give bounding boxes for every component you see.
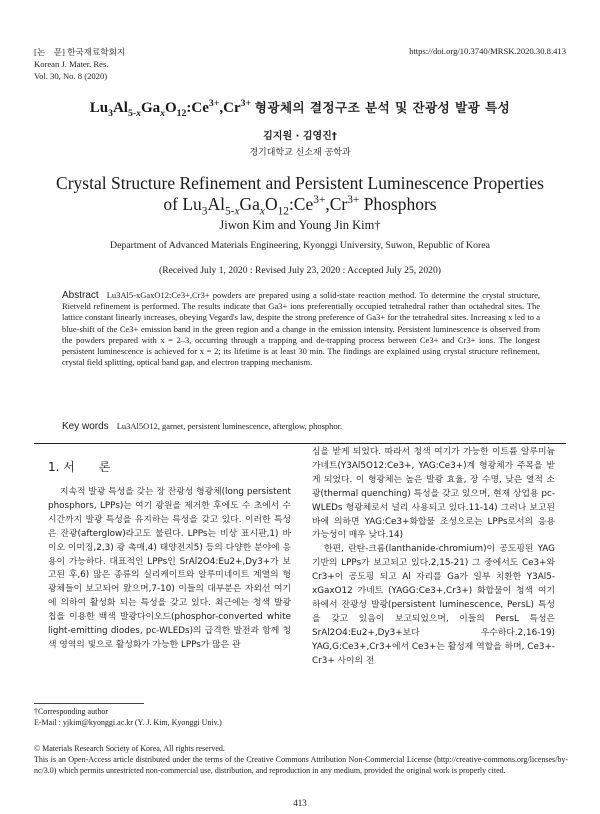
section-divider [34, 443, 566, 444]
corresponding-author: †Corresponding author [34, 707, 108, 716]
keywords [62, 421, 540, 432]
journal-volume: Vol. 30, No. 8 (2020) [34, 71, 108, 81]
title-ko-text: 형광체의 결정구조 분석 및 잔광성 발광 특성 [254, 100, 511, 115]
affiliation-en: Department of Advanced Materials Engineering, Kyonggi University, Suwon, Republic of Korea [110, 240, 490, 251]
body-paragraph: 한편, 란탄-크롬(lanthanide-chromium)이 공도핑된 YAG 기반의 LPPs가 보고되고 있다.2,15-21) 그 중에서도 Ce3+와 Cr3+이 공도핑 되고 Al 자리를 Ga가 일부 치환한 Y3Al5-xGaxO12 가네트 (YAGG:Ce3+,Cr3+) 화합물이 청색 여기 하에서 잔광성 발광(persistent luminescence, PersL) 특성을 갖고 있음이 보고되었으며, 이들의 PersL 특성은 SrAl2O4:Eu2+,Dy3+보다 우수하다.2,16-19) YAG,G:Ce3+,Cr3+에서 Ce3+는 활성제 역할을 하며, Ce3+-Cr3+ 사이의 전 [312, 544, 555, 666]
section-heading-introduction: 1. 서 론 [48, 460, 111, 474]
body-paragraph: 심을 받게 되었다. 따라서 청색 여기가 가능한 이트륨 알루미늄 가네트(Y3Al5O12:Ce3+, YAG:Ce3+)계 형광체가 주목을 받게 되었다. 이 형광체는 높은 발광 효율, 장 수명, 낮은 열적 소광(thermal quenching) 특성을 갖고 있으며, 현재 상업용 pc-WLEDs 형광체로서 널리 사용되고 있다.11-14) 그러나 보고된 바에 의하면 YAG:Ce3+화합물 조성으로는 LPPs로서의 응용 가능성이 매우 낮다.14) [312, 447, 555, 541]
affiliation-ko: 경기대학교 신소재 공학과 [249, 148, 351, 158]
body-column-left [48, 486, 291, 653]
authors-en: Jiwon Kim and Young Jin Kim† [219, 218, 381, 232]
author-email[interactable]: E-Mail : yjkim@kyonggi.ac.kr (Y. J. Kim, Kyonggi Univ.) [34, 718, 222, 727]
footnote [34, 706, 566, 728]
body-column-right [312, 446, 555, 669]
body-paragraph: 지속적 발광 특성을 갖는 장 잔광성 형광체(long persistent phosphors, LPPs)는 여기 광원을 제거한 후에도 수 초에서 수 시간까지 발광 특성을 유지하는 특성을 갖고 있다. 이러한 특성은 잔광(afterglow)라고도 불린다. LPPs는 비상 표시판,1) 바이오 이미징,2,3) 광 촉매,4) 태양전지5) 등의 다양한 분야에 응용이 가능하다. 대표적인 LPPs인 SrAl2O4:Eu2+,Dy3+가 보고된 후,6) 많은 종류의 실리케이트와 알루미네이트 계열의 형광체들이 보고되어 왔으며,7-10) 이들의 대부분은 자외선 여기에 의하여 활성화 되는 특성을 갖고 있다. 최근에는 청색 발광 칩을 이용한 백색 발광다이오드(phosphor-converted white light-emitting diodes, pc-WLEDs)의 급격한 발전과 함께 청색 영역의 빛으로 활성화가 가능한 LPPs가 많은 관 [48, 487, 291, 650]
title-ko [0, 98, 600, 117]
title-ko-formula: $Lu_3Al_{5-x}Ga_xO_{12}:Ce^{3+},Cr^{3+}$ [89, 98, 252, 119]
abstract [62, 290, 540, 368]
abstract-text: Lu3Al5-xGaxO12:Ce3+,Cr3+ powders are prepared using a solid-state reaction method. To determine the crystal structure, Rietveld refinement is performed. The results indicate that Ga3+ ions preferentially occupied tetrahedral rather than octahedral sites. The lattice constant linearly increases, obeying Vegard's law, despite the strong preference of Ga3+ for the tetrahedral sites. Increasing x led to a blue-shift of the Ce3+ emission band in the green region and a change in the emission intensity. Persistent luminescence is observed from the powders prepared with x = 2–3, occurring through a trapping and de-trapping process between Ce3+ and Cr3+ ions. The longest persistent luminescence is achieved for x = 2; its lifetime is at least 30 min. The findings are explained using crystal structure refinement, crystal field splitting, optical band gap, and electron trapping mechanism. [62, 290, 540, 368]
received-dates: (Received July 1, 2020 : Revised July 23, 2020 : Accepted July 25, 2020) [159, 265, 441, 276]
title-en [0, 173, 600, 218]
page-number: 413 [293, 798, 307, 808]
footnote-divider [34, 703, 144, 704]
journal-name-en: Korean J. Mater. Res. [34, 59, 109, 69]
title-en-line1: Crystal Structure Refinement and Persistent Luminescence Properties [56, 173, 544, 193]
doi-link[interactable]: https://doi.org/10.3740/MRSK.2020.30.8.413 [409, 46, 566, 56]
copyright-line: © Materials Research Society of Korea, All rights reserved. [34, 744, 225, 753]
title-en-formula: $Lu_3Al_{5-x}Ga_xO_{12}:Ce^{3+},Cr^{3+}$ [182, 194, 360, 218]
journal-header [34, 46, 125, 82]
abstract-label: Abstract [62, 290, 99, 301]
keywords-text: Lu3Al5O12, garnet, persistent luminescence, afterglow, phosphor. [116, 421, 343, 431]
authors-ko: 김지원 · 김영진† [263, 131, 337, 142]
journal-name-ko: [논 문] 한국재료학회지 [34, 47, 126, 57]
license-block [34, 743, 568, 777]
license-text: This is an Open-Access article distributed under the terms of the Creative Commons Attribution Non-Commercial License (http://creative-commons.org/licenses/by-nc/3.0) which permits unrestricted non-commercial use, distribution, and reproduction in any medium, provided the original work is properly cited. [34, 755, 568, 776]
title-en-line2: of $Lu_3Al_{5-x}Ga_xO_{12}:Ce^{3+},Cr^{3+}$ Phosphors [163, 194, 437, 218]
keywords-label: Key words [62, 421, 109, 432]
